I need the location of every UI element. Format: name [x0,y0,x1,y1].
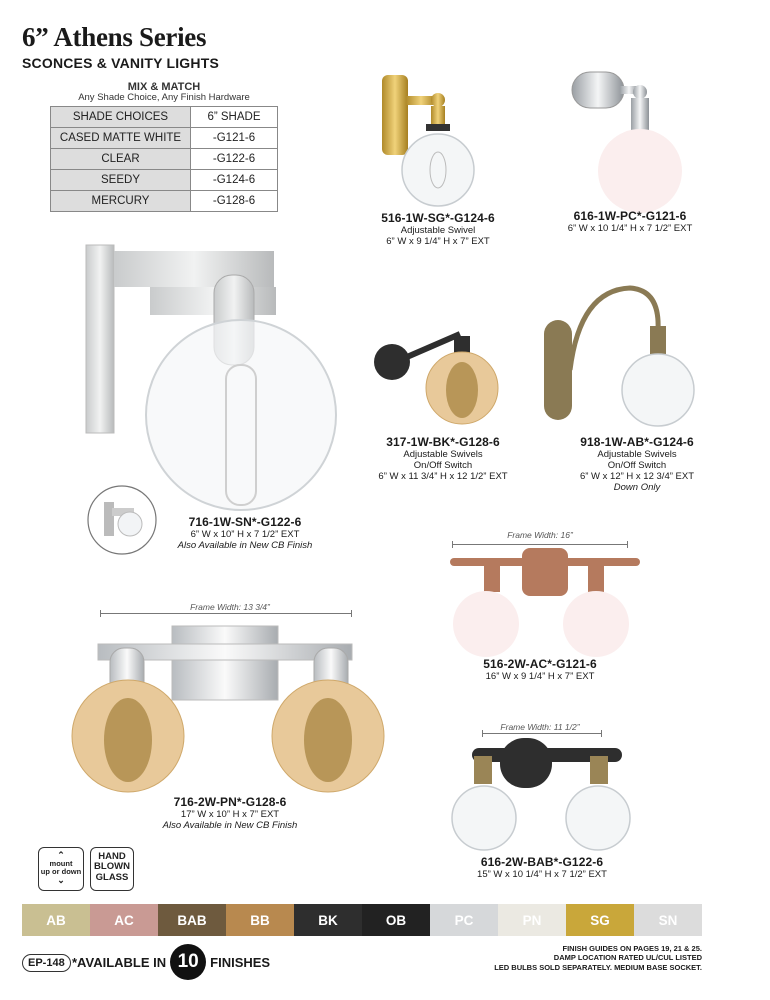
frame-width-label: Frame Width: 16” [507,530,573,540]
product-line: Adjustable Swivels [403,448,483,460]
page-subtitle: SCONCES & VANITY LIGHTS [22,55,219,71]
footer-note: DAMP LOCATION RATED UL/CUL LISTED [553,953,702,963]
finish-swatch [362,904,430,936]
mount-badge-line: up or down [40,867,82,877]
hand-blown-glass-badge [90,847,134,891]
product-note: Also Available in New CB Finish [177,539,313,551]
product-caption [150,516,340,552]
product-line: 6” W x 12” H x 12 3/4” EXT [579,470,695,482]
shade-name: CASED MATTE WHITE [51,128,191,149]
chevron-up-icon: ⌃ [57,850,65,860]
product-line: 17” W x 10” H x 7” EXT [180,808,280,820]
product-inset-cb-finish [86,484,158,556]
product-image-516-2w-ac [450,548,640,658]
product-sku: 918-1W-AB*-G124-6 [580,435,694,449]
product-sku: 716-1W-SN*-G122-6 [188,515,302,529]
finish-code: BAB [177,912,207,928]
product-image-317-1w-bk [370,320,510,440]
product-caption [540,210,720,235]
footer-notes [494,944,702,972]
product-line: 6” W x 10 1/4” H x 7 1/2” EXT [567,222,693,234]
product-caption [350,436,536,483]
finish-code: SG [590,912,610,928]
frame-width-line [100,613,352,614]
product-caption [446,856,638,881]
finish-code: AB [46,912,66,928]
product-image-516-1w-sg [370,70,510,210]
chevron-down-icon: ⌄ [57,875,65,886]
finish-swatch [566,904,634,936]
available-pre: *AVAILABLE IN [72,954,167,970]
product-caption [450,658,630,683]
product-sku: 516-1W-SG*-G124-6 [381,211,495,225]
finish-code: PN [522,912,542,928]
page-number: EP-148 [22,954,71,972]
table-row [51,149,278,170]
finish-code: AC [114,912,134,928]
product-sku: 317-1W-BK*-G128-6 [386,435,500,449]
product-image-616-2w-bab [452,738,642,856]
product-line: 15” W x 10 1/4” H x 7 1/2” EXT [477,868,607,880]
shade-name: MERCURY [51,191,191,212]
glass-badge-line: GLASS [95,871,129,883]
product-sku: 716-2W-PN*-G128-6 [173,795,287,809]
finish-swatch [22,904,90,936]
shade-code: -G121-6 [191,128,278,149]
table-row [51,191,278,212]
shade-code: -G124-6 [191,170,278,191]
finish-swatch [294,904,362,936]
mix-subheading: Any Shade Choice, Any Finish Hardware [78,92,250,103]
product-line: 16” W x 9 1/4” H x 7” EXT [485,670,595,682]
product-image-616-1w-pc [562,68,702,208]
frame-width-label: Frame Width: 13 3/4” [190,602,270,612]
mix-match-heading [50,82,278,103]
glass-badge-line: HAND [98,851,126,862]
product-line: Adjustable Swivel [400,224,476,236]
mix-heading: MIX & MATCH [127,81,201,93]
table-header-row [51,107,278,128]
product-line: Adjustable Swivels [597,448,677,460]
product-image-918-1w-ab [540,280,700,440]
glass-badge-line: BLOWN [94,861,130,873]
product-sku: 516-2W-AC*-G121-6 [483,657,597,671]
finish-swatches [22,904,702,936]
product-note: Also Available in New CB Finish [162,819,298,831]
finish-code: SN [658,912,678,928]
footer-note: FINISH GUIDES ON PAGES 19, 21 & 25. [562,944,702,953]
product-line: 6” W x 10” H x 7 1/2” EXT [190,528,300,540]
product-sku: 616-1W-PC*-G121-6 [573,209,687,223]
mount-badge [38,847,84,891]
finish-code: OB [385,912,407,928]
product-image-716-2w-pn [70,622,390,800]
finish-swatch [430,904,498,936]
mount-badge-line: mount [49,859,73,869]
product-line: On/Off Switch [607,459,667,471]
shade-code: -G128-6 [191,191,278,212]
table-header-cell: 6” SHADE [191,107,278,128]
page-title: 6” Athens Series [22,22,207,52]
finish-code: BB [250,912,270,928]
product-line: On/Off Switch [413,459,473,471]
shade-code: -G122-6 [191,149,278,170]
product-line: 6” W x 11 3/4” H x 12 1/2” EXT [378,470,508,482]
frame-width-label: Frame Width: 11 1/2” [500,722,580,732]
product-image-716-1w-sn [86,245,336,510]
shade-name: SEEDY [51,170,191,191]
table-row [51,170,278,191]
finish-swatch [158,904,226,936]
table-row [51,128,278,149]
available-post: FINISHES [210,954,271,970]
frame-width-line [482,733,602,734]
frame-width-line [452,544,628,545]
product-sku: 616-2W-BAB*-G122-6 [480,855,604,869]
finish-swatch [634,904,702,936]
finish-code: PC [454,912,474,928]
finish-swatch [226,904,294,936]
shade-table [50,106,278,212]
product-caption [130,796,330,832]
available-count: 10 [170,944,206,980]
finish-code: BK [318,912,338,928]
product-line: 6” W x 9 1/4” H x 7” EXT [386,235,490,247]
product-caption [348,212,528,248]
product-caption [544,436,730,493]
finish-swatch [90,904,158,936]
footer-note: LED BULBS SOLD SEPARATELY. MEDIUM BASE SOCKET. [494,962,702,972]
finish-swatch [498,904,566,936]
product-note: Down Only [613,481,661,493]
shade-name: CLEAR [51,149,191,170]
table-header-cell: SHADE CHOICES [51,107,191,128]
availability-line [72,944,270,980]
